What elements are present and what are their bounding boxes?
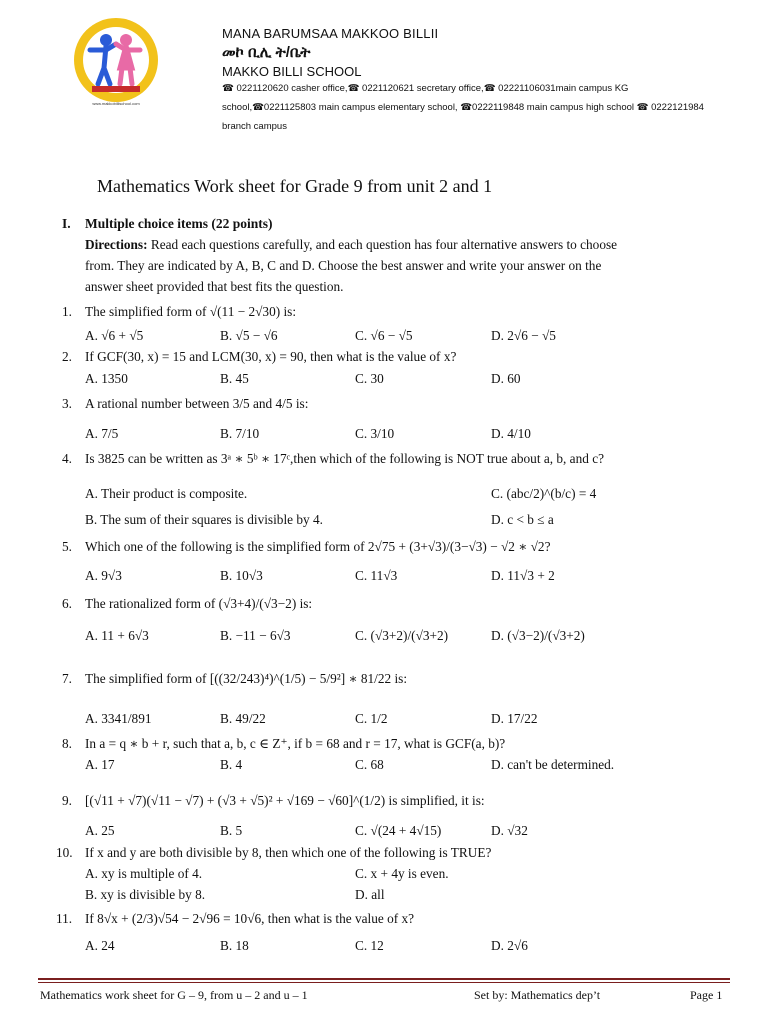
school-name-english: MAKKO BILLI SCHOOL [222,64,362,79]
directions [85,234,755,297]
option: A. 3341/891 [85,711,152,726]
option: C. 30 [355,371,384,386]
option: C. 11√3 [355,568,398,583]
option: D. 17/22 [491,711,538,726]
option: B. 18 [220,938,249,953]
question-number: 9. [62,793,72,808]
question-text: The simplified form of [((32/243)⁴)^(1/5) − 5/9²] ∗ 81/22 is: [85,671,408,686]
option: D. 60 [491,371,521,386]
option: D. can't be determined. [491,757,615,772]
option: D. 11√3 + 2 [491,568,555,583]
footer-rule-top [38,978,730,980]
question-text: If GCF(30, x) = 15 and LCM(30, x) = 90, then what is the value of x? [85,349,457,364]
question-number: 11. [56,911,73,926]
option: C. 1/2 [355,711,388,726]
question-number: 8. [62,736,72,751]
question-text: If x and y are both divisible by 8, then which one of the following is TRUE? [85,845,492,860]
option: A. 25 [85,823,115,838]
option: A. 17 [85,757,115,772]
contact-line-3: branch campus [222,121,287,132]
option: A. Their product is composite. [85,486,248,501]
question-text: In a = q ∗ b + r, such that a, b, c ∈ Z⁺, if b = 68 and r = 17, what is GCF(a, b)? [85,736,506,751]
option: D. c < b ≤ a [491,512,554,527]
option: B. xy is divisible by 8. [85,887,206,902]
question-text: [(√11 + √7)(√11 − √7) + (√3 + √5)² + √169 − √60]^(1/2) is simplified, it is: [85,793,485,808]
question-number: 6. [62,596,72,611]
option: C. √6 − √5 [355,328,413,343]
question-number: 2. [62,349,72,364]
directions-line-1: Read each questions carefully, and each question has four alternative answers to choose [147,237,618,252]
option: A. √6 + √5 [85,328,144,343]
page-number: Page 1 [690,988,723,1002]
question-number: 5. [62,539,72,554]
school-name-oromo: MANA BARUMSAA MAKKOO BILLII [222,26,439,41]
school-name-amharic: መኮ ቢሊ ት/ቤት [222,44,311,61]
question-text: A rational number between 3/5 and 4/5 is: [85,396,309,411]
option: C. 12 [355,938,384,953]
contact-line-1: ☎ 0221120620 casher office,☎ 0221120621 secretary office,☎ 02221106031main campus KG [222,83,629,94]
option: A. xy is multiple of 4. [85,866,203,881]
question-text: The rationalized form of (√3+4)/(√3−2) is: [85,596,313,611]
option: B. 7/10 [220,426,260,441]
directions-line-3: answer sheet provided that best fits the question. [85,279,344,294]
option: A. 7/5 [85,426,119,441]
option: C. (√3+2)/(√3+2) [355,628,449,643]
question-text: Is 3825 can be written as 3ᵃ ∗ 5ᵇ ∗ 17ᶜ,then which of the following is NOT true about a, b, and c? [85,451,605,466]
option: B. −11 − 6√3 [220,628,291,643]
option: C. (abc/2)^(b/c) = 4 [491,486,597,501]
option: B. 49/22 [220,711,266,726]
question-text: Which one of the following is the simplified form of 2√75 + (3+√3)/(3−√3) − √2 ∗ √2? [85,539,551,554]
option: C. x + 4y is even. [355,866,449,881]
option: B. The sum of their squares is divisible by 4. [85,512,323,527]
option: A. 24 [85,938,115,953]
option: B. 5 [220,823,243,838]
contact-line-2: school,☎0221125803 main campus elementary school, ☎0222119848 main campus high school ☎ 0222121984 [222,102,704,113]
option: B. 4 [220,757,243,772]
option: D. all [355,887,385,902]
option: C. 68 [355,757,384,772]
question-text: If 8√x + (2/3)√54 − 2√96 = 10√6, then what is the value of x? [85,911,415,926]
directions-line-2: from. They are indicated by A, B, C and D. Choose the best answer and write your answer on the [85,258,602,273]
question-number: 10. [56,845,73,860]
school-logo [70,16,162,108]
section-heading: Multiple choice items (22 points) [85,216,273,231]
option: B. 45 [220,371,249,386]
worksheet-title: Mathematics Work sheet for Grade 9 from unit 2 and 1 [97,176,493,196]
footer-left: Mathematics work sheet for G – 9, from u – 2 and u – 1 [40,988,308,1002]
question-number: 7. [62,671,72,686]
section-number: I. [62,216,71,231]
option: D. (√3−2)/(√3+2) [491,628,585,643]
question-number: 4. [62,451,72,466]
option: C. √(24 + 4√15) [355,823,442,838]
question-text: The simplified form of √(11 − 2√30) is: [85,304,297,319]
option: B. 10√3 [220,568,263,583]
question-number: 1. [62,304,72,319]
footer-center: Set by: Mathematics dep’t [474,988,601,1002]
option: D. 2√6 [491,938,528,953]
option: A. 1350 [85,371,128,386]
option: D. 4/10 [491,426,531,441]
option: C. 3/10 [355,426,395,441]
option: B. √5 − √6 [220,328,278,343]
logo-caption: www.makkobillischool.com [92,101,140,106]
footer-rule-bottom [38,982,730,983]
option: D. 2√6 − √5 [491,328,556,343]
question-number: 3. [62,396,72,411]
option: A. 11 + 6√3 [85,628,149,643]
option: D. √32 [491,823,528,838]
directions-label: Directions: [85,237,148,252]
option: A. 9√3 [85,568,122,583]
